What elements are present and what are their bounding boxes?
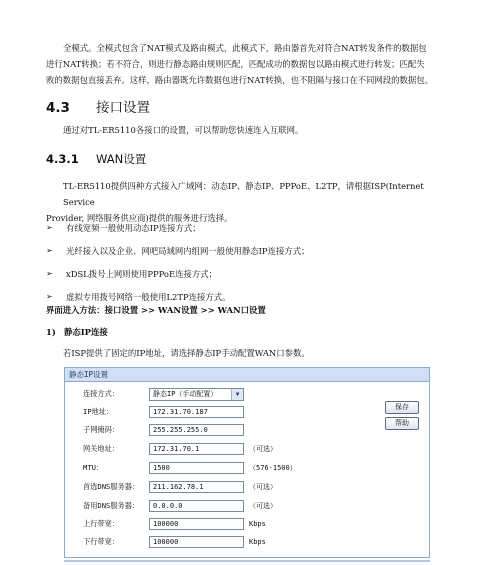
ip-address-label: IP地址： — [83, 407, 114, 416]
arrow-bullet-icon: ➢ — [46, 292, 53, 301]
primary-dns-label: 首选DNS服务器： — [83, 482, 140, 491]
subsection-title: WAN设置 — [96, 152, 147, 166]
step-number: 1) — [46, 327, 56, 337]
upstream-bandwidth-row — [83, 516, 266, 532]
panel-divider — [64, 560, 430, 562]
secondary-dns-row — [83, 498, 277, 514]
downstream-bandwidth-row — [83, 534, 266, 550]
section-title: 接口设置 — [96, 100, 150, 116]
primary-dns-row — [83, 479, 277, 495]
list-item — [46, 216, 466, 239]
static-ip-settings-panel — [64, 367, 430, 558]
save-button[interactable]: 保存 — [385, 401, 419, 414]
upstream-bandwidth-unit: Kbps — [249, 520, 266, 528]
gateway-row — [83, 441, 277, 457]
list-item — [46, 262, 466, 285]
ip-address-input[interactable]: 172.31.70.187 — [149, 406, 244, 418]
subnet-mask-label: 子网掩码： — [83, 425, 119, 434]
mtu-input[interactable]: 1500 — [149, 462, 244, 474]
arrow-bullet-icon: ➢ — [46, 246, 53, 255]
mtu-row — [83, 460, 297, 476]
navigation-path: 界面进入方法：接口设置 >> WAN设置 >> WAN口设置 — [46, 305, 266, 315]
intro-line-3: 败的数据包直接丢弃。这样，路由器既允许数据包进行NAT转换，也不阻隔与接口在不同网段的数据包。 — [46, 75, 434, 85]
wan-description-line-1: TL-ER5110提供四种方式接入广域网：动态IP、静态IP、PPPoE、L2TP，请根据ISP(Internet Service — [63, 181, 424, 207]
downstream-bandwidth-label: 下行带宽： — [83, 537, 119, 546]
subnet-mask-input[interactable]: 255.255.255.0 — [149, 424, 244, 436]
panel-title: 静态IP设置 — [65, 368, 429, 382]
help-button[interactable]: 帮助 — [385, 417, 419, 430]
primary-dns-hint: （可选） — [249, 483, 277, 491]
secondary-dns-label: 备用DNS服务器： — [83, 501, 140, 510]
list-item-text: 光纤接入以及企业、网吧局域网内组网一般使用静态IP连接方式； — [66, 245, 310, 256]
ip-address-row — [83, 404, 244, 420]
chevron-down-icon[interactable]: ▼ — [231, 389, 243, 400]
connection-type-label: 连接方式： — [83, 389, 119, 398]
step-description: 若ISP提供了固定的IP地址，请选择静态IP手动配置WAN口参数。 — [63, 348, 310, 358]
mtu-label: MTU： — [83, 463, 104, 472]
subnet-mask-row — [83, 422, 244, 438]
mtu-hint: （576-1500） — [249, 464, 297, 472]
wan-description-line-2: Provider, 网络服务供应商)提供的服务进行选择。 — [46, 213, 233, 223]
downstream-bandwidth-input[interactable]: 100000 — [149, 536, 244, 548]
downstream-bandwidth-unit: Kbps — [249, 538, 266, 546]
section-description: 通过对TL-ER5110各接口的设置，可以帮助您快速连入互联网。 — [63, 125, 304, 135]
subsection-heading — [46, 151, 146, 167]
list-item-text: xDSL拨号上网则使用PPPoE连接方式； — [66, 268, 217, 279]
connection-type-list — [46, 216, 466, 308]
step-title: 静态IP连接 — [64, 327, 108, 337]
list-item — [46, 239, 466, 262]
secondary-dns-hint: （可选） — [249, 502, 277, 510]
connection-type-value: 静态IP（手动配置） — [153, 390, 218, 398]
gateway-input[interactable]: 172.31.70.1 — [149, 443, 244, 455]
gateway-label: 网关地址： — [83, 444, 119, 453]
list-item-text: 有线宽频一般使用动态IP连接方式； — [66, 222, 201, 233]
step-heading — [46, 326, 108, 338]
primary-dns-input[interactable]: 211.162.78.1 — [149, 481, 244, 493]
arrow-bullet-icon: ➢ — [46, 223, 53, 232]
section-heading — [46, 96, 150, 116]
upstream-bandwidth-input[interactable]: 100000 — [149, 518, 244, 530]
arrow-bullet-icon: ➢ — [46, 269, 53, 278]
intro-line-1: 全模式。全模式包含了NAT模式及路由模式，此模式下，路由器首先对符合NAT转发条件的数据包 — [63, 43, 427, 53]
secondary-dns-input[interactable]: 0.0.0.0 — [149, 500, 244, 512]
subsection-number: 4.3.1 — [46, 152, 79, 166]
section-number: 4.3 — [46, 100, 70, 116]
connection-type-select[interactable] — [149, 388, 244, 401]
upstream-bandwidth-label: 上行带宽： — [83, 519, 119, 528]
intro-line-2: 进行NAT转换；若不符合，则进行静态路由规则匹配，匹配成功的数据包以路由模式进行转发；匹配失 — [46, 59, 425, 69]
intro-paragraph — [46, 40, 456, 88]
connection-type-row — [83, 386, 244, 402]
gateway-hint: （可选） — [249, 445, 277, 453]
list-item-text: 虚拟专用拨号网络一般使用L2TP连接方式。 — [66, 291, 231, 302]
